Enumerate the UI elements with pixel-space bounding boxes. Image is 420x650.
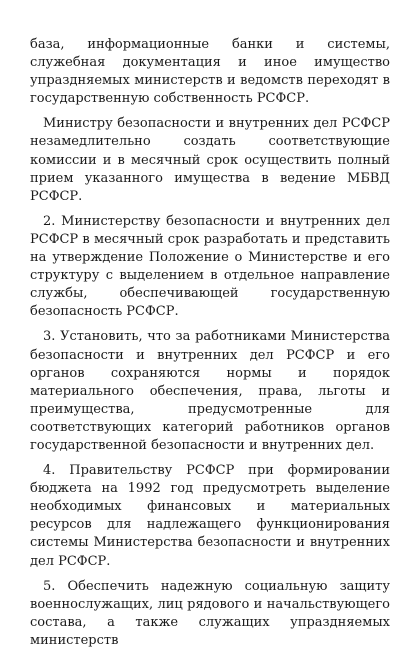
paragraph-item-2: 2. Министерству безопасности и внутренних дел РСФСР в месячный срок разработать и представить на утверждение Положение о Министерстве и его структуру с выделением в отдельное направление службы, обеспечивающей государственную безопасность РСФСР.	[30, 213, 390, 320]
paragraph-item-3: 3. Установить, что за работниками Министерства безопасности и внутренних дел РСФСР и его органов сохраняются нормы и порядок материального обеспечения, права, льготы и преимущества, предусмотренные для соответствующих категорий работников органов государственной безопасности и внутренних дел.	[30, 329, 390, 453]
paragraph-minister-commission: Министру безопасности и внутренних дел РСФСР незамедлительно создать соответствующие комиссии и в месячный срок осуществить полный прием указанного имущества в ведение МБВД РСФСР.	[30, 116, 390, 204]
paragraph-item-4: 4. Правительству РСФСР при формировании бюджета на 1992 год предусмотреть выделение необходимых финансовых и материальных ресурсов для надлежащего функционирования системы Министерства безопасности и внутренних дел РСФСР.	[30, 463, 390, 569]
paragraph-item-5: 5. Обеспечить надежную социальную защиту военнослужащих, лиц рядового и начальствующего состава, а также служащих упраздняемых министерств	[30, 578, 390, 648]
paragraph-continuation: база, информационные банки и системы, служебная документация и иное имущество упраздняемых министерств и ведомств переходят в государственную собственность РСФСР.	[30, 37, 390, 107]
